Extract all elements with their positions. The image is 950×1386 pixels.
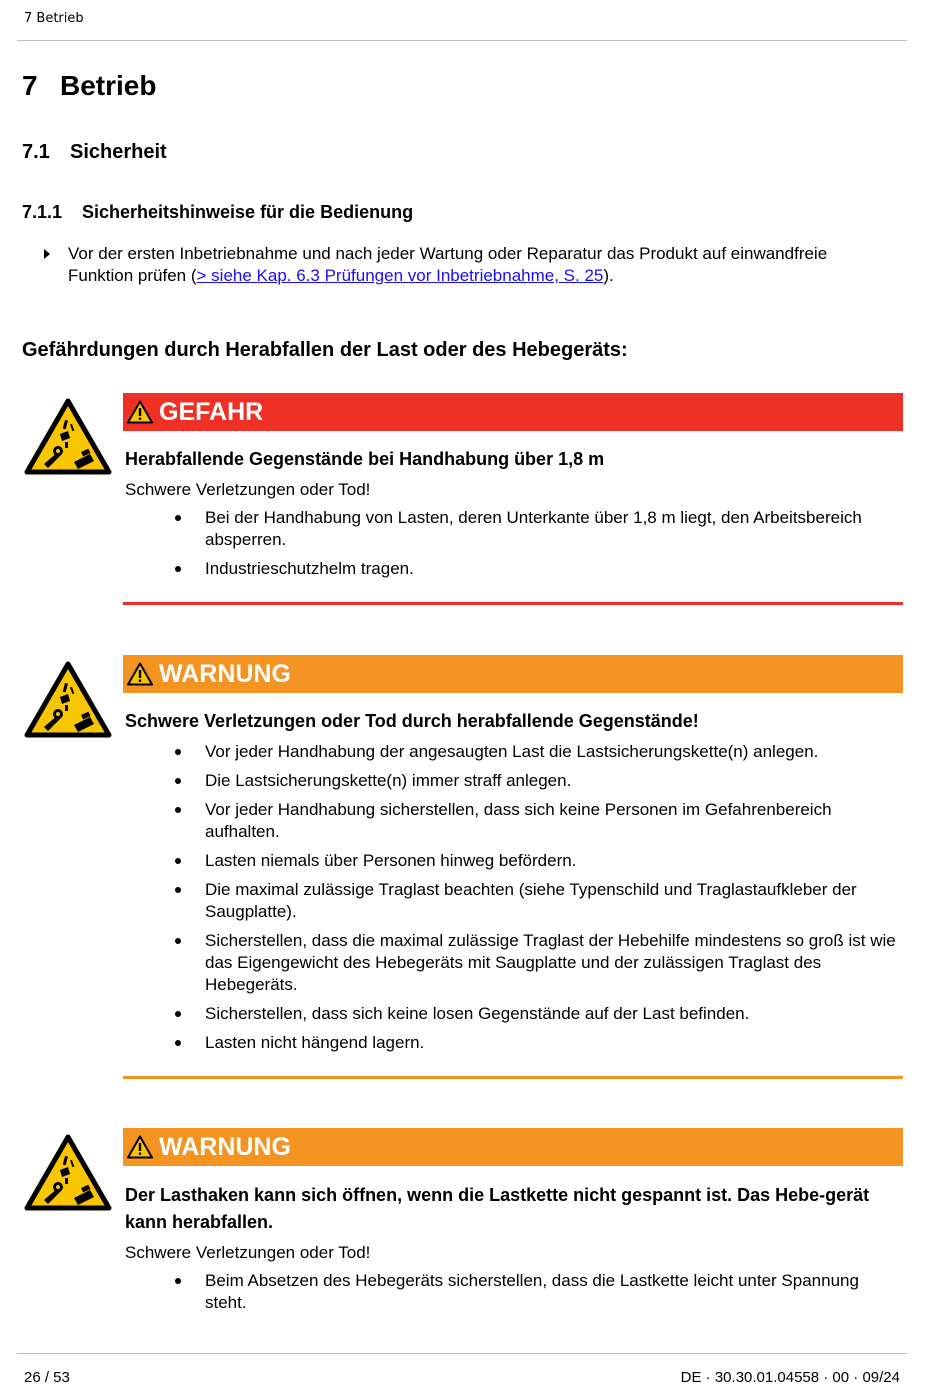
warning-separator [123, 1076, 903, 1079]
signal-word: WARNUNG [159, 1132, 291, 1161]
warning-triangle-icon [127, 1135, 153, 1159]
warning-triangle-icon [127, 400, 153, 424]
notice-title: Der Lasthaken kann sich öffnen, wenn die Lastkette nicht gespannt ist. Das Hebe-gerät kann herabfallen. [125, 1185, 870, 1232]
instruction-end: ). [603, 266, 614, 285]
subsection-number: 7.1.1 [22, 202, 63, 222]
signal-word: GEFAHR [159, 397, 264, 426]
running-header: 7 Betrieb [24, 11, 84, 26]
notice-consequence: Schwere Verletzungen oder Tod! [125, 1243, 371, 1262]
hazard-heading: Gefährdungen durch Herabfallen der Last oder des Hebegeräts: [22, 339, 628, 361]
list-item: Vor jeder Handhabung sicherstellen, dass sich keine Personen im Gefahrenbereich aufhalten. [125, 799, 900, 843]
page-number: 26 / 53 [24, 1369, 70, 1386]
falling-objects-warning-icon [24, 398, 112, 476]
warning-triangle-icon [127, 662, 153, 686]
falling-objects-warning-icon [24, 1134, 112, 1212]
notice-title: Schwere Verletzungen oder Tod durch herabfallende Gegenstände! [125, 711, 699, 731]
section-title: Sicherheit [70, 141, 167, 163]
danger-separator [123, 602, 903, 605]
chapter-title: Betrieb [60, 70, 157, 101]
footer-rule [17, 1353, 907, 1354]
section-number: 7.1 [22, 141, 50, 163]
falling-objects-warning-icon [24, 661, 112, 739]
subsection-title: Sicherheitshinweise für die Bedienung [82, 202, 414, 222]
chapter-number: 7 [22, 70, 38, 101]
chapter-heading [22, 70, 156, 102]
arrow-right-icon [44, 249, 50, 259]
list-item: Die Lastsicherungskette(n) immer straff anlegen. [125, 770, 900, 792]
notice-consequence: Schwere Verletzungen oder Tod! [125, 480, 371, 499]
notice-bullet-list [125, 741, 900, 1061]
warning-banner [123, 655, 903, 693]
section-heading [22, 141, 167, 164]
notice-bullet-list [125, 1270, 900, 1321]
document-id: DE · 30.30.01.04558 · 00 · 09/24 [680, 1369, 900, 1386]
warning-banner [123, 1128, 903, 1166]
list-item: Lasten niemals über Personen hinweg befördern. [125, 850, 900, 872]
subsection-heading [22, 202, 413, 223]
list-item: Industrieschutzhelm tragen. [125, 558, 900, 580]
header-rule [17, 40, 907, 41]
list-item: Bei der Handhabung von Lasten, deren Unterkante über 1,8 m liegt, den Arbeitsbereich absperren. [125, 507, 900, 551]
list-item: Sicherstellen, dass sich keine losen Gegenstände auf der Last befinden. [125, 1003, 900, 1025]
list-item: Sicherstellen, dass die maximal zulässige Traglast der Hebehilfe mindestens so groß ist wie das Eigengewicht des Hebegeräts mit Saugplatte und der zulässigen Traglast des Hebegeräts. [125, 930, 900, 996]
list-item: Beim Absetzen des Hebegeräts sicherstellen, dass die Lastkette leicht unter Spannung steht. [125, 1270, 900, 1314]
instruction-step [44, 243, 894, 287]
notice-bullet-list [125, 507, 900, 587]
notice-title: Herabfallende Gegenstände bei Handhabung über 1,8 m [125, 449, 605, 469]
list-item: Vor jeder Handhabung der angesaugten Last die Lastsicherungskette(n) anlegen. [125, 741, 900, 763]
instruction-text: Vor der ersten Inbetriebnahme und nach jeder Wartung oder Reparatur das Produkt auf einwandfreie Funktion prüfen ( [68, 244, 828, 285]
list-item: Die maximal zulässige Traglast beachten (siehe Typenschild und Traglastaufkleber der Saugplatte). [125, 879, 900, 923]
danger-banner [123, 393, 903, 431]
list-item: Lasten nicht hängend lagern. [125, 1032, 900, 1054]
signal-word: WARNUNG [159, 659, 291, 688]
cross-reference-link[interactable]: > siehe Kap. 6.3 Prüfungen vor Inbetriebnahme, S. 25 [196, 266, 604, 285]
